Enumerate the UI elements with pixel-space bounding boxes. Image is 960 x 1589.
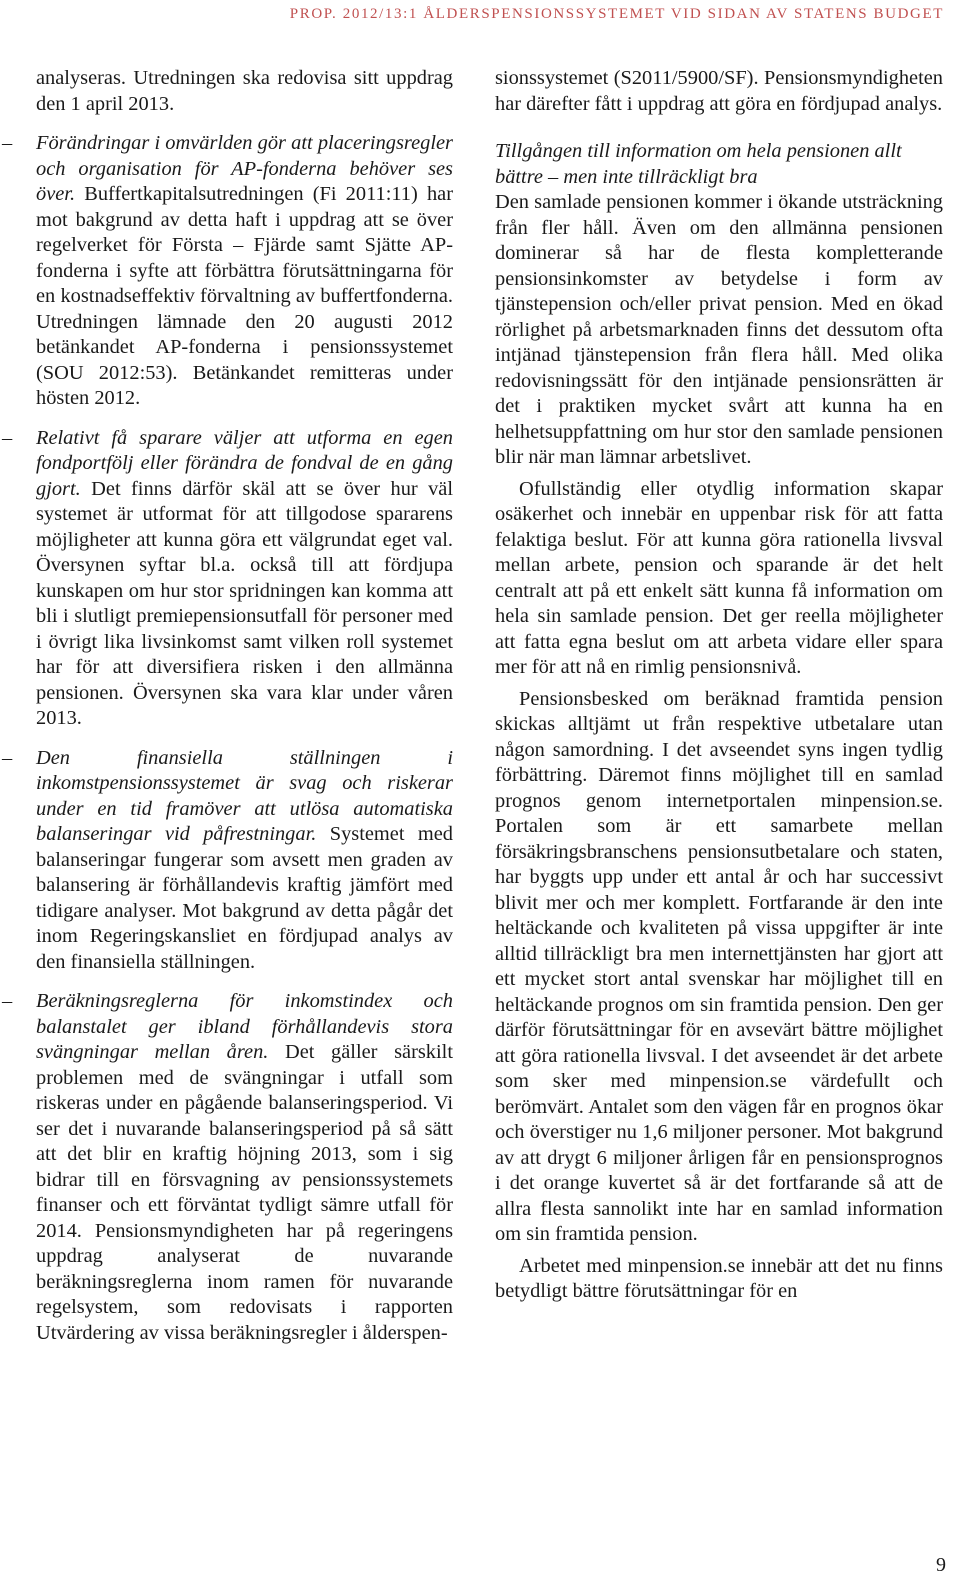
paragraph-continuation: sionssystemet (S2011/5900/SF). Pensionsmyndigheten har därefter fått i uppdrag att göra en fördjupad analys. [495,67,943,115]
page-number: 9 [936,1554,946,1576]
list-item [2,426,453,732]
list-item-text: Det gäller särskilt problemen med de svängningar i utfall som riskeras under en pågående balanseringsperiod. Vi ser det i nuvarande balanseringsperiod på så sätt att det blir en kraftig höjning 2013, som i sig bidrar till en försvagning av pensionssystemets finanser och ett förväntat tydligt sämre utfall för 2014. Pensionsmyndigheten har på regeringens uppdrag analyserat de nuvarande beräkningsreglerna inom ramen för nuvarande regelsystem, som redovisats i rapporten Utvärdering av vissa beräkningsregler i ålderspen- [36,1041,453,1344]
list-item-text: Det finns därför skäl att se över hur väl systemet är utformat för att tillgodose spararens möjligheter att kunna göra ett välgrundat eget val. Översynen syftar bl.a. också till att fördjupa kunskapen om hur stor spridningen kan komma att bli i slutligt premiepensionsutfall för personer med i övrigt lika livsinkomst samt vilken roll systemet har för att diversifiera risken i den allmänna pensionen. Översynen ska vara klar under våren 2013. [36,477,453,729]
list-item-heading: Relativt få sparare väljer att utforma en egen fondportfölj eller förändra de fondval de en gång gjort. [36,426,453,500]
list-item [2,746,453,976]
list-item-text: Systemet med balanseringar fungerar som avsett men graden av balansering är förhållandevis kraftig jämfört med tidigare analyser. Mot bakgrund av detta pågår det inom Regeringskansliet en fördjupad analys av den finansiella ställningen. [36,823,453,973]
paragraph: Pensionsbesked om beräknad framtida pension skickas alltjämt ut från respektive utbetalare utan någon samordning. I det avseendet syns ingen tydlig förbättring. Däremot finns möjlighet till en samlad prognos genom internetportalen minpension.se. Portalen som är ett samarbete mellan försäkringsbranschens pensionsutbetalare och staten, har byggts upp under ett antal år och har successivt blivit mer och mer komplett. Fortfarande är den inte heltäckande och kvaliteten på vissa uppgifter är inte alltid tillräckligt bra men internettjänsten har gjort att ett mycket stort antal svenskar har möjlighet till en heltäckande prognos om sin framtida pension. Den ger därför förutsättningar för en avsevärt bättre möjlighet att göra rationella livsval. I det avseendet är det arbete som sker med minpension.se värdefullt och berömvärt. Antalet som den vägen får en prognos ökar och överstiger nu 1,6 miljoner personer. Mot bakgrund av att drygt 6 miljoner årligen får en pensionsprognos i det orange kuvertet så är det fortfarande så att de allra flesta sannolikt inte har en samlad information om sin framtida pension. [495,687,943,1245]
list-item [2,131,453,412]
list-dash: – [2,990,13,1012]
paragraph: Arbetet med minpension.se innebär att det nu finns betydligt bättre förutsättningar för en [495,1254,943,1302]
running-header: PROP. 2012/13:1 ÅLDERSPENSIONSSYSTEMET VID SIDAN AV STATENS BUDGET [289,6,944,22]
right-column [495,66,943,1305]
left-column [2,66,453,1346]
list-dash: – [2,426,13,449]
list-item-heading: Förändringar i omvärlden gör att placeringsregler och organisation för AP-fonderna behöver ses över. [36,132,453,205]
list-dash: – [2,746,13,769]
section-heading: Tillgången till information om hela pensionen allt bättre – men inte tillräckligt bra [495,140,902,188]
list-item-heading: Den finansiella ställningen i inkomstpensionssystemet är svag och riskerar under en tid framöver att utlösa automatiska balanseringar vid påfrestningar. [36,746,453,845]
list-item-heading: Beräkningsreglerna för inkomstindex och balanstalet ger ibland förhållandevis stora svängningar mellan åren. [36,990,453,1063]
paragraph-continuation: analyseras. Utredningen ska redovisa sitt uppdrag den 1 april 2013. [36,67,453,115]
list-item [2,989,453,1346]
list-dash: – [2,132,13,154]
paragraph: Den samlade pensionen kommer i ökande utsträckning från fler håll. Även om den allmänna pensionen dominerar så har de flesta kompletterande pensionsinkomster av betydelse i form av tjänstepension och/eller privat pension. Med en ökad rörlighet på arbetsmarknaden finns det dessutom ofta intjänad tjänstepension från flera håll. Med olika redovisningssätt för den intjänade pensionsrätten är det i praktiken mycket svårt att kunna ha en helhetsuppfattning om hur stor den samlade pensionen blir när man lämnar arbetslivet. [495,191,943,468]
list-item-text: Buffertkapitalsutredningen (Fi 2011:11) har mot bakgrund av detta haft i uppdrag att se över regelverket för Första – Fjärde samt Sjätte AP-fonderna i syfte att förbättra förutsättningarna för en kostnadseffektiv förvaltning av buffertfonderna. Utredningen lämnade den 20 augusti 2012 betänkandet AP-fonderna i pensionssystemet (SOU 2012:53). Betänkandet remitteras under hösten 2012. [36,183,453,409]
paragraph: Ofullständig eller otydlig information skapar osäkerhet och innebär en uppenbar risk för att fatta felaktiga beslut. För att kunna göra rationella livsval mellan arbete, pension och sparande är det helt centralt att på ett enkelt sätt kunna få information om hela sin samlade pension. Det ger reella möjligheter att fatta egna beslut om att arbeta vidare eller spara mer för att nå en rimlig pensionsnivå. [495,477,943,678]
